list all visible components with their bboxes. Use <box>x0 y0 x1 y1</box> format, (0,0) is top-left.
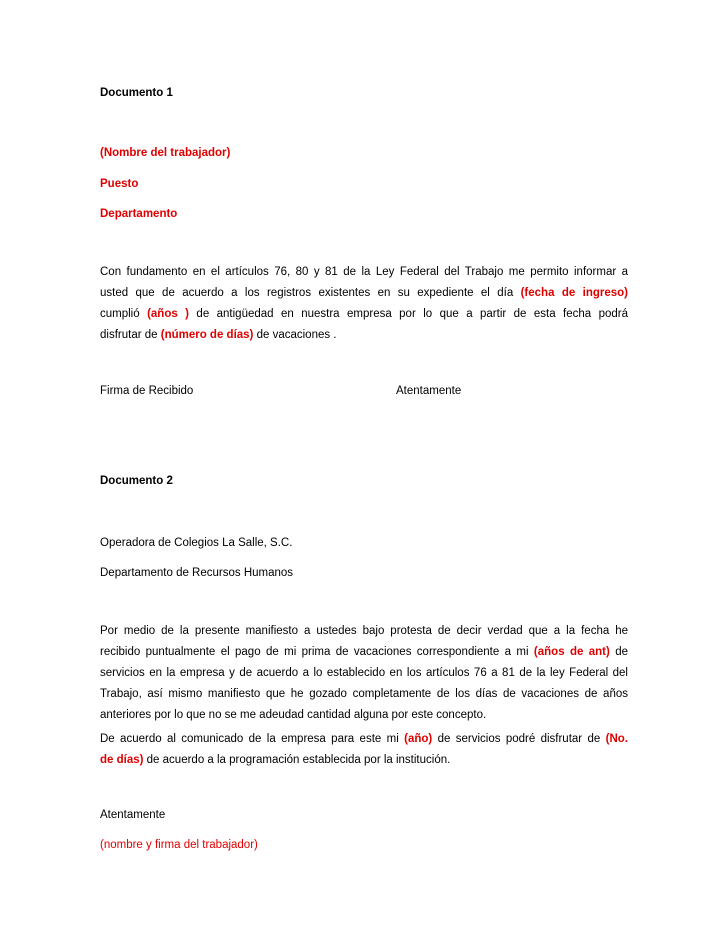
doc1-worker-name: (Nombre del trabajador) <box>100 147 231 159</box>
doc1-p1-line4-text: disfrutar de <box>100 329 161 341</box>
doc2-heading: Documento 2 <box>100 475 173 487</box>
doc1-heading: Documento 1 <box>100 87 173 99</box>
doc2-department: Departamento de Recursos Humanos <box>100 567 294 579</box>
doc2-p1-line2 <box>100 642 628 663</box>
doc2-body-paragraph-1 <box>100 621 628 726</box>
doc1-closing: Atentamente <box>396 385 462 397</box>
doc1-hire-date-placeholder: (fecha de ingreso) <box>520 287 628 299</box>
doc2-closing: Atentamente <box>100 809 166 821</box>
doc2-signature-placeholder: (nombre y firma del trabajador) <box>100 839 258 851</box>
doc2-days-placeholder-end: de días) <box>100 754 144 766</box>
doc1-p1-line3-rest: de antigüedad en nuestra empresa por lo que a partir de esta fecha podrá <box>189 308 628 320</box>
doc2-p1-line3: servicios en la empresa y de acuerdo a lo establecido en los artículos 76 a 81 de la ley Federal del <box>100 667 628 679</box>
doc1-years-placeholder: (años ) <box>147 308 189 320</box>
doc2-body-paragraph-2 <box>100 729 628 771</box>
doc1-p1-line1: Con fundamento en el artículos 76, 80 y 81 de la Ley Federal del Trabajo me permito informar a <box>100 266 628 278</box>
doc2-p1-line2-text: recibido puntualmente el pago de mi prima de vacaciones correspondiente a mi <box>100 646 534 658</box>
doc1-p1-line3 <box>100 304 628 325</box>
doc2-p2-line1 <box>100 729 628 750</box>
doc2-days-placeholder-start: (No. <box>605 733 628 745</box>
doc1-p1-line2-text: usted que de acuerdo a los registros existentes en su expediente el día <box>100 287 521 299</box>
doc1-days-placeholder: (número de días) <box>160 329 254 341</box>
doc2-years-of-service-placeholder: (años de ant) <box>533 646 610 658</box>
doc1-department: Departamento <box>100 208 178 220</box>
doc2-company: Operadora de Colegios La Salle, S.C. <box>100 537 293 549</box>
doc1-p1-line4-rest: de vacaciones . <box>253 329 337 341</box>
doc2-p1-line4: Trabajo, así mismo manifiesto que he gozado completamente de los días de vacaciones de años <box>100 688 628 700</box>
doc1-body-paragraph <box>100 262 628 346</box>
doc1-p1-line2 <box>100 283 628 304</box>
doc1-p1-line3-text: cumplió <box>100 308 148 320</box>
doc2-p2-line1-text: De acuerdo al comunicado de la empresa para este mi <box>100 733 405 745</box>
doc2-p2-line2-rest: de acuerdo a la programación establecida por la institución. <box>143 754 451 766</box>
doc1-p1-line4 <box>100 325 628 346</box>
doc2-p1-line1: Por medio de la presente manifiesto a ustedes bajo protesta de decir verdad que a la fecha he <box>100 625 628 637</box>
doc2-year-placeholder: (año) <box>404 733 433 745</box>
doc2-p2-line2 <box>100 750 628 771</box>
doc1-signature-label: Firma de Recibido <box>100 385 194 397</box>
doc2-p1-line2-rest: de <box>609 646 628 658</box>
doc1-position: Puesto <box>100 178 139 190</box>
doc2-p2-line1-middle: de servicios podré disfrutar de <box>432 733 606 745</box>
doc2-p1-line5: anteriores por lo que no se me adeudad cantidad alguna por este concepto. <box>100 709 487 721</box>
